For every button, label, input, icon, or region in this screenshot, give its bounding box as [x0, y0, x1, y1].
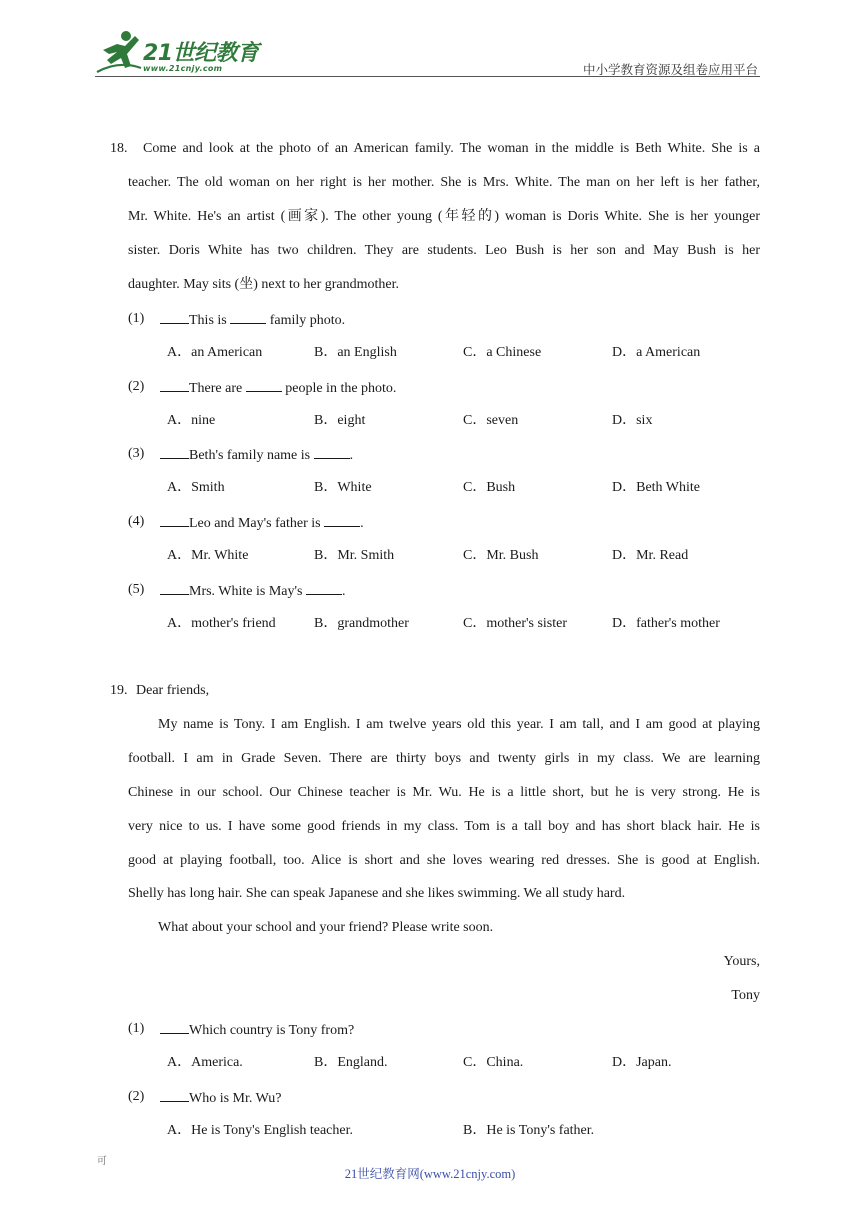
letter-closing-line: What about your school and your friend? Please write soon. — [158, 920, 494, 935]
sub-question-stem: Leo and May's father is . — [160, 512, 364, 534]
fill-blank — [324, 512, 360, 527]
passage-line: sister. Doris White has two children. They are students. Leo Bush is her son and May Bush is her — [128, 243, 760, 258]
option-c[interactable]: C．Mr. Bush — [463, 548, 539, 563]
passage-line: daughter. May sits (坐) next to her grandmother. — [128, 277, 399, 292]
sub-question-stem: There are people in the photo. — [160, 377, 396, 399]
option-c[interactable]: C．Bush — [463, 480, 516, 495]
answer-blank[interactable] — [160, 309, 189, 324]
option-b[interactable]: B．England. — [314, 1055, 388, 1070]
sub-question-stem: Beth's family name is . — [160, 444, 353, 466]
page-footer[interactable]: 21世纪教育网(www.21cnjy.com) — [344, 1167, 516, 1181]
sub-question-number: (2) — [128, 1089, 145, 1104]
header-divider — [95, 76, 760, 77]
option-d[interactable]: D．father's mother — [612, 616, 720, 631]
option-d[interactable]: D．six — [612, 413, 653, 428]
fill-blank — [246, 377, 282, 392]
question-number: 18. — [110, 141, 128, 156]
runner-logo-icon — [95, 28, 143, 74]
sub-question-number: (4) — [128, 514, 145, 529]
passage-line: Come and look at the photo of an American family. The woman in the middle is Beth White. She is a — [143, 141, 760, 156]
option-a[interactable]: A．Mr. White — [167, 548, 249, 563]
sub-question-number: (1) — [128, 1021, 145, 1036]
answer-blank[interactable] — [160, 377, 189, 392]
letter-greeting: Dear friends, — [136, 683, 210, 698]
passage-line: Mr. White. He's an artist (画家). The other young (年轻的) woman is Doris White. She is her younger — [128, 209, 760, 224]
sub-question-number: (5) — [128, 582, 145, 597]
option-b[interactable]: B．Mr. Smith — [314, 548, 395, 563]
letter-sign-off: Yours, — [723, 954, 760, 969]
letter-line: Chinese in our school. Our Chinese teacher is Mr. Wu. He is a little short, but he is very strong. He is — [128, 785, 760, 800]
option-d[interactable]: D．Mr. Read — [612, 548, 689, 563]
answer-blank[interactable] — [160, 1019, 189, 1034]
sub-question-stem: Who is Mr. Wu? — [160, 1087, 282, 1109]
page-header — [95, 28, 760, 80]
answer-blank[interactable] — [160, 444, 189, 459]
fill-blank — [306, 580, 342, 595]
option-d[interactable]: D．Japan. — [612, 1055, 672, 1070]
platform-title: 中小学教育资源及组卷应用平台 — [582, 63, 758, 77]
option-a[interactable]: A．mother's friend — [167, 616, 276, 631]
letter-line: Shelly has long hair. She can speak Japanese and she likes swimming. We all study hard. — [128, 886, 626, 901]
sub-question-stem: Mrs. White is May's . — [160, 580, 345, 602]
footer-mark: 可 — [97, 1156, 107, 1167]
option-b[interactable]: B．eight — [314, 413, 366, 428]
fill-blank — [230, 309, 266, 324]
logo-text: 21世纪教育 — [143, 41, 259, 66]
option-b[interactable]: B．White — [314, 480, 372, 495]
sub-question-stem: Which country is Tony from? — [160, 1019, 354, 1041]
sub-question-number: (1) — [128, 311, 145, 326]
fill-blank — [314, 444, 350, 459]
option-b[interactable]: B．grandmother — [314, 616, 409, 631]
option-a[interactable]: A．He is Tony's English teacher. — [167, 1123, 353, 1138]
option-c[interactable]: C．China. — [463, 1055, 524, 1070]
option-c[interactable]: C．a Chinese — [463, 345, 542, 360]
letter-line: My name is Tony. I am English. I am twelve years old this year. I am tall, and I am good at playing — [158, 717, 760, 732]
sub-question-number: (3) — [128, 446, 145, 461]
site-logo — [95, 28, 260, 76]
letter-line: good at playing football, too. Alice is short and she loves wearing red dresses. She is good at English. — [128, 853, 760, 868]
letter-line: football. I am in Grade Seven. There are thirty boys and twenty girls in my class. We are learning — [128, 751, 760, 766]
option-d[interactable]: D．a American — [612, 345, 701, 360]
answer-blank[interactable] — [160, 512, 189, 527]
letter-signature: Tony — [731, 988, 760, 1003]
option-a[interactable]: A．an American — [167, 345, 263, 360]
option-c[interactable]: C．mother's sister — [463, 616, 568, 631]
passage-line: teacher. The old woman on her right is her mother. She is Mrs. White. The man on her left is her father, — [128, 175, 760, 190]
answer-blank[interactable] — [160, 1087, 189, 1102]
option-c[interactable]: C．seven — [463, 413, 519, 428]
option-b[interactable]: B．He is Tony's father. — [463, 1123, 595, 1138]
option-a[interactable]: A．nine — [167, 413, 216, 428]
option-a[interactable]: A．Smith — [167, 480, 225, 495]
logo-url: www.21cnjy.com — [143, 64, 223, 73]
letter-line: very nice to us. I have some good friends in my class. Tom is a tall boy and has short black hair. He is — [128, 819, 760, 834]
question-number: 19. — [110, 683, 128, 698]
option-b[interactable]: B．an English — [314, 345, 397, 360]
sub-question-stem: This is family photo. — [160, 309, 345, 331]
option-a[interactable]: A．America. — [167, 1055, 243, 1070]
sub-question-number: (2) — [128, 379, 145, 394]
option-d[interactable]: D．Beth White — [612, 480, 701, 495]
answer-blank[interactable] — [160, 580, 189, 595]
